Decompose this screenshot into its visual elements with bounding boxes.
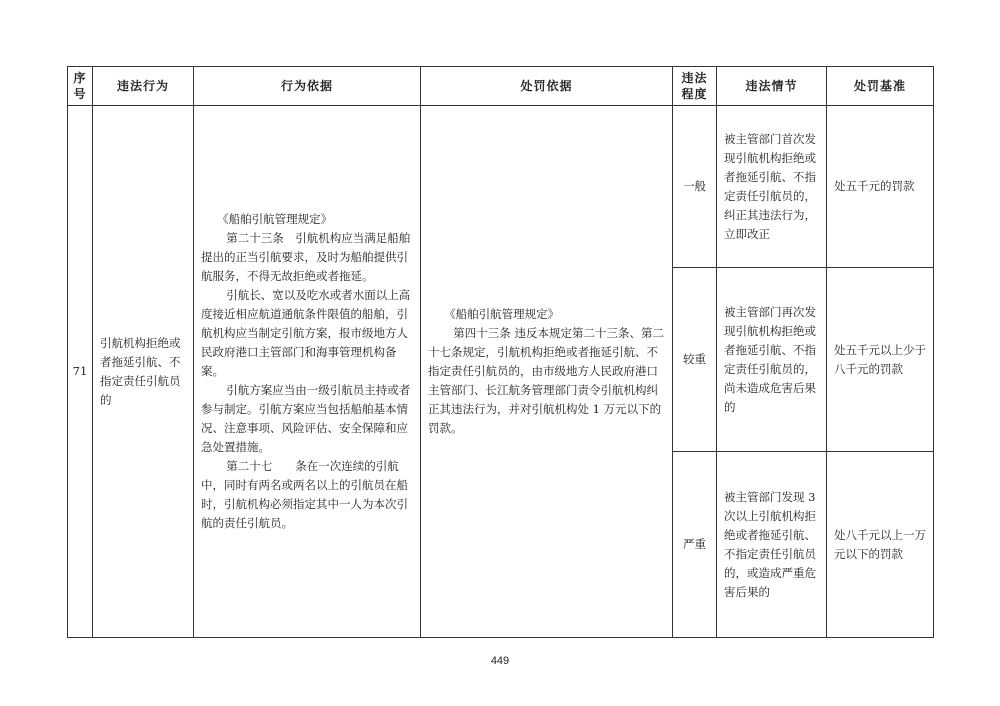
level-degree: 一般 xyxy=(673,106,717,268)
row-seq: 71 xyxy=(68,106,93,638)
table-row xyxy=(68,106,934,268)
penalty-para: 第四十三条 违反本规定第二十三条、第二十七条规定，引航机构拒绝或者拖延引航、不指定责任引航员的，由市级地方人民政府港口主管部门、长江航务管理部门责令引航机构纠正其违法行为，并对引航机构处 1 万元以下的罚款。 xyxy=(428,326,664,435)
basis-para: 引航方案应当由一级引航员主持或者参与制定。引航方案应当包括船舶基本情况、注意事项、风险评估、安全保障和应急处置措施。 xyxy=(201,383,411,454)
header-act: 违法行为 xyxy=(93,67,194,106)
basis-para: 第二十三条 引航机构应当满足船舶提出的正当引航要求，及时为船舶提供引航服务，不得无故拒绝或者拖延。 xyxy=(201,231,411,283)
basis-title: 《船舶引航管理规定》 xyxy=(217,212,333,226)
page-number: 449 xyxy=(490,655,510,667)
level-situation: 被主管部门首次发现引航机构拒绝或者拖延引航、不指定责任引航员的，纠正其违法行为，立即改正 xyxy=(717,106,827,268)
level-situation: 被主管部门发现 3 次以上引航机构拒绝或者拖延引航、不指定责任引航员的，或造成严重危害后果的 xyxy=(717,452,827,638)
header-row xyxy=(68,67,934,106)
header-standard: 处罚基准 xyxy=(827,67,934,106)
header-seq: 序 号 xyxy=(68,67,93,106)
basis-para: 引航长、宽以及吃水或者水面以上高度接近相应航道通航条件限值的船舶，引航机构应当制定引航方案，报市级地方人民政府港口主管部门和海事管理机构备案。 xyxy=(201,288,411,378)
header-penalty: 处罚依据 xyxy=(421,67,673,106)
penalty-title: 《船舶引航管理规定》 xyxy=(444,307,560,321)
row-act: 引航机构拒绝或者拖延引航、不指定责任引航员的 xyxy=(93,106,194,638)
row-penalty xyxy=(421,106,673,638)
level-standard: 处五千元以上少于八千元的罚款 xyxy=(827,268,934,452)
level-situation: 被主管部门再次发现引航机构拒绝或者拖延引航、不指定责任引航员的，尚未造成危害后果的 xyxy=(717,268,827,452)
basis-para: 第二十七 条在一次连续的引航中，同时有两名或两名以上的引航员在船时，引航机构必须指定其中一人为本次引航的责任引航员。 xyxy=(201,459,408,530)
penalty-table xyxy=(67,66,934,638)
header-degree: 违法 程度 xyxy=(673,67,717,106)
level-standard: 处五千元的罚款 xyxy=(827,106,934,268)
row-basis xyxy=(194,106,421,638)
level-standard: 处八千元以上一万元以下的罚款 xyxy=(827,452,934,638)
header-basis: 行为依据 xyxy=(194,67,421,106)
level-degree: 较重 xyxy=(673,268,717,452)
header-situation: 违法情节 xyxy=(717,67,827,106)
level-degree: 严重 xyxy=(673,452,717,638)
